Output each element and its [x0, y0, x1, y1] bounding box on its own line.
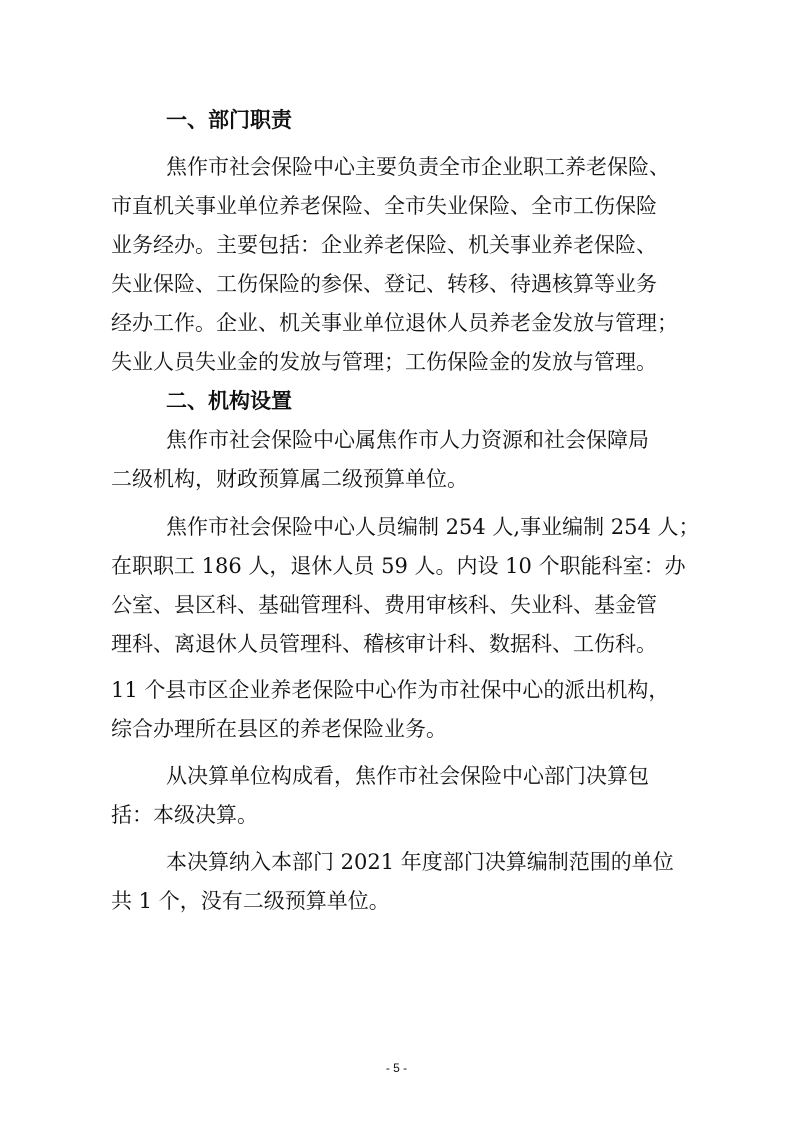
page-number: - 5 -	[385, 1061, 408, 1075]
paragraph-line: 焦作市社会保险中心主要负责全市企业职工养老保险、	[166, 155, 670, 179]
paragraph-line: 在职职工 186 人，退休人员 59 人。内设 10 个职能科室：办	[111, 554, 686, 578]
paragraph-line: 经办工作。企业、机关事业单位退休人员养老金发放与管理；	[111, 311, 678, 335]
paragraph-line: 本决算纳入本部门 2021 年度部门决算编制范围的单位	[166, 850, 674, 874]
paragraph-line: 括：本级决算。	[111, 803, 258, 827]
paragraph-line: 二级机构，财政预算属二级预算单位。	[111, 467, 468, 491]
paragraph-line: 理科、离退休人员管理科、稽核审计科、数据科、工伤科。	[111, 632, 657, 656]
paragraph-line: 共 1 个，没有二级预算单位。	[111, 889, 390, 913]
paragraph-line: 公室、县区科、基础管理科、费用审核科、失业科、基金管	[111, 593, 657, 617]
paragraph-line: 综合办理所在县区的养老保险业务。	[111, 717, 447, 741]
section-heading-organization: 二、机构设置	[166, 389, 292, 413]
paragraph-line: 失业保险、工伤保险的参保、登记、转移、待遇核算等业务	[111, 272, 657, 296]
paragraph-line: 焦作市社会保险中心属焦作市人力资源和社会保障局	[166, 428, 649, 452]
paragraph-line: 失业人员失业金的发放与管理；工伤保险金的发放与管理。	[111, 350, 657, 374]
paragraph-line: 市直机关事业单位养老保险、全市失业保险、全市工伤保险	[111, 194, 657, 218]
paragraph-line: 焦作市社会保险中心人员编制 254 人,事业编制 254 人；	[166, 515, 700, 539]
paragraph-line: 从决算单位构成看，焦作市社会保险中心部门决算包	[166, 764, 649, 788]
paragraph-line: 11 个县市区企业养老保险中心作为市社保中心的派出机构，	[111, 678, 670, 702]
section-heading-responsibilities: 一、部门职责	[166, 108, 292, 132]
paragraph-line: 业务经办。主要包括：企业养老保险、机关事业养老保险、	[111, 233, 657, 257]
